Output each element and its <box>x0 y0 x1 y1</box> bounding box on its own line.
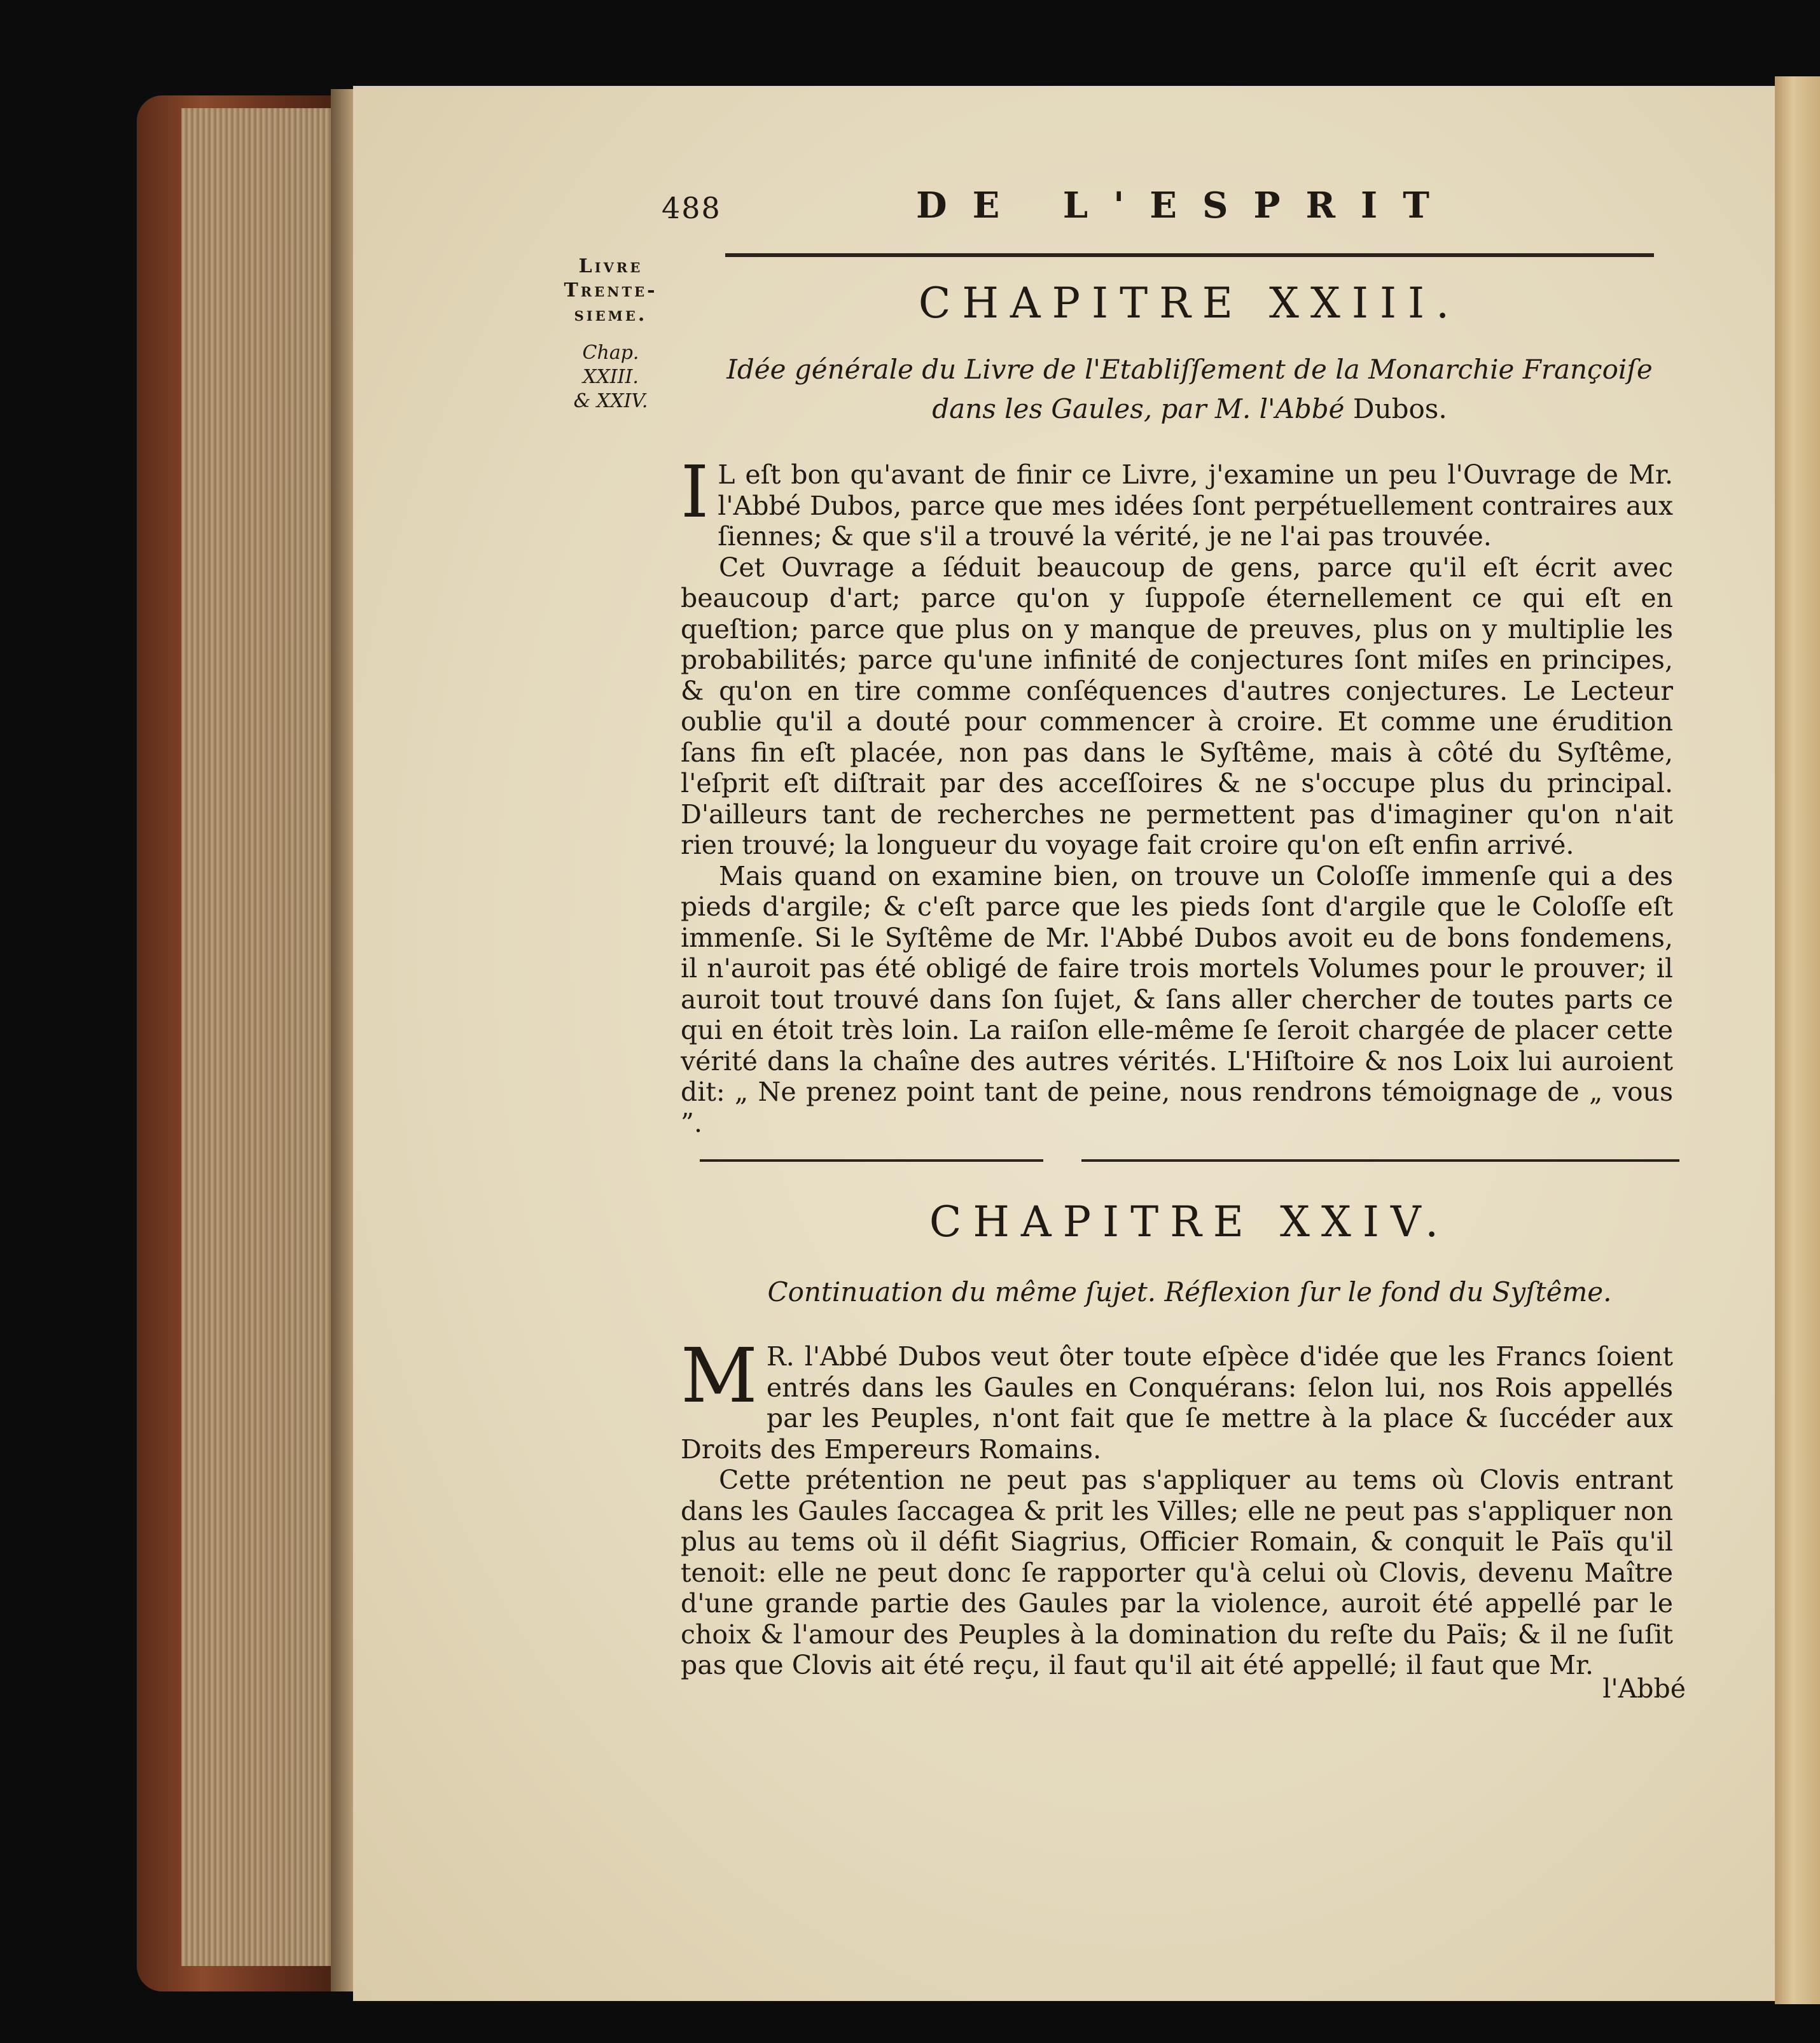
catchword: l'Abbé <box>1602 1673 1686 1704</box>
margin-trente: Trente- <box>564 279 658 302</box>
subtitle-line: Idée générale du Livre de l'Etabliſſement de la Monarchie Françoiſe <box>726 354 1653 385</box>
paragraph: Cette prétention ne peut pas s'appliquer au tems où Clovis entrant dans les Gaules ſaccagea & prit les Villes; elle ne peut pas s'appliquer non plus au tems où il défit Siagrius, Officier Romain, & conquit le Païs qu'il tenoit: elle ne peut donc ſe rapporter qu'à celui où Clovis, devenu Maître d'une grande partie des Gaules par la violence, auroit été appellé par le choix & l'amour des Peuples à la domination du reſte du Païs; & il ne ſuſit pas que Clovis ait été reçu, il faut qu'il ait été appellé; il faut que Mr. <box>681 1465 1673 1680</box>
chapter-heading: CHAPITRE XXIV. <box>929 1197 1450 1246</box>
margin-livre: Livre <box>578 255 643 277</box>
paragraph <box>681 1332 1673 1465</box>
running-title: DE L'ESPRIT <box>916 185 1455 227</box>
margin-sieme: sieme. <box>574 303 648 326</box>
dropcap: M <box>681 1332 758 1419</box>
page-header <box>662 185 1654 235</box>
subtitle-line: dans les Gaules, par M. l'Abbé <box>932 393 1345 424</box>
paragraph: Cet Ouvrage a ſéduit beaucoup de gens, parce qu'il eſt écrit avec beaucoup d'art; parce qu'on y ſuppoſe éternellement ce qui eſt en queſtion; parce que plus on y manque de preuves, plus on y multiplie les probabilités; parce qu'une infinité de conjectures ſont miſes en principes, & qu'on en tire comme conſéquences d'autres conjectures. Le Lecteur oublie qu'il a douté pour commencer à croire. Et comme une érudition ſans fin eſt placée, non pas dans le Syſtême, mais à côté du Syſtême, l'eſprit eſt diſtrait par des acceſſoires & ne s'occupe plus du principal. D'ailleurs tant de recherches ne permettent pas d'imaginer qu'on n'ait rien trouvé; la longueur du voyage fait croire qu'on eſt enfin arrivé. <box>681 552 1673 860</box>
page-edges <box>181 108 347 1966</box>
paragraph-text: L eſt bon qu'avant de finir ce Livre, j'examine un peu l'Ouvrage de Mr. l'Abbé Dubos, parce que mes idées ſont perpétuellement contraires aux ſiennes; & que s'il a trouvé la vérité, je ne l'ai pas trouvée. <box>718 459 1673 552</box>
margin-chap-xxiv: & XXIV. <box>573 390 648 412</box>
margin-chap-xxiii: XXIII. <box>583 366 639 388</box>
margin-chap: Chap. <box>582 342 639 364</box>
header-rule <box>725 253 1654 257</box>
chapter-divider <box>700 1159 1043 1162</box>
dropcap: I <box>681 451 709 534</box>
next-page-edge <box>1775 76 1820 2004</box>
paragraph <box>681 451 1673 552</box>
paragraph: Mais quand on examine bien, on trouve un Coloſſe immenſe qui a des pieds d'argile; & c'eſt parce que les pieds ſont d'argile que le Coloſſe eſt immenſe. Si le Syſtême de Mr. l'Abbé Dubos avoit eu de bons fondemens, il n'auroit pas été obligé de faire trois mortels Volumes pour le prouver; il auroit tout trouvé dans ſon ſujet, & ſans aller chercher de toutes parts ce qui en étoit très loin. La raiſon elle-même ſe ſeroit chargée de placer cette vérité dans la chaîne des autres vérités. L'Hiſtoire & nos Loix lui auroient dit: „ Ne prenez point tant de peine, nous rendrons témoignage de „ vous ”. <box>681 860 1673 1138</box>
chapter-subtitle <box>700 350 1679 429</box>
subtitle-name: Dubos. <box>1352 393 1447 424</box>
chapter-23-text <box>681 451 1673 1138</box>
page-number: 488 <box>662 191 721 225</box>
paragraph-text: R. l'Abbé Dubos veut ôter toute eſpèce d'idée que les Francs ſoient entrés dans les Gaules en Conquérans: ſelon lui, nos Rois appellés par les Peuples, n'ont fait que ſe mettre à la place & ſuccéder aux Droits des Empereurs Romains. <box>681 1341 1673 1465</box>
chapter-heading: CHAPITRE XXIII. <box>918 279 1461 328</box>
margin-note <box>547 255 674 414</box>
chapter-24-text <box>681 1332 1673 1681</box>
chapter-divider <box>1081 1159 1679 1162</box>
chapter-subtitle: Continuation du même ſujet. Réflexion ſur le fond du Syſtême. <box>767 1276 1612 1307</box>
